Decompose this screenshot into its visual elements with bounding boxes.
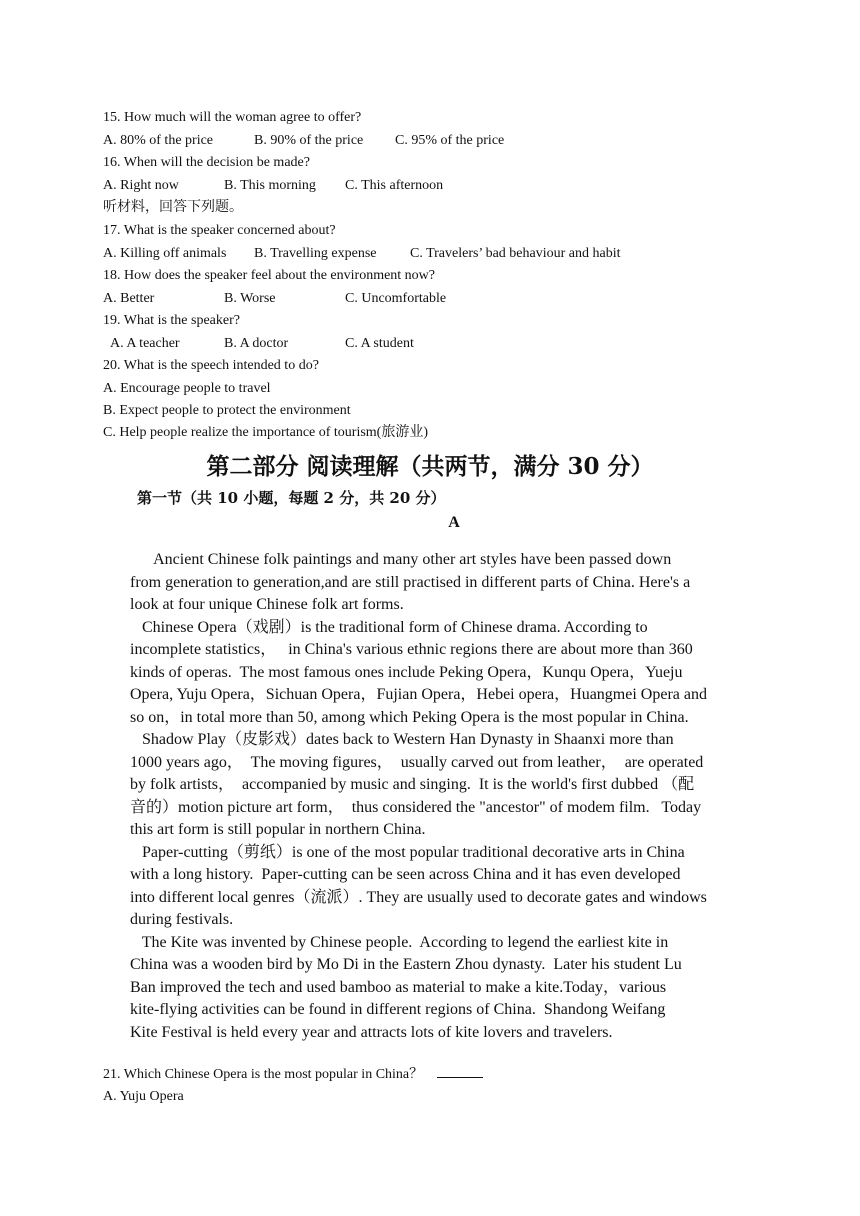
passage-line: 1000 years ago， The moving figures， usually carved out from leather， are operated (130, 754, 704, 771)
passage-line: kinds of operas. The most famous ones include Peking Opera，Kunqu Opera，Yueju (130, 664, 683, 681)
option-20-a: A. Encourage people to travel (103, 381, 271, 396)
question-21 (103, 1065, 483, 1084)
question-21-text: 21. Which Chinese Opera is the most popular in China？ (103, 1067, 424, 1082)
passage-letter: A (448, 514, 460, 531)
part-title: 第二部分 阅读理解（共两节，满分 30 分） (206, 453, 654, 480)
passage-line: this art form is still popular in northern China. (130, 821, 426, 838)
question-15: 15. How much will the woman agree to offer? (103, 110, 362, 125)
question-16: 16. When will the decision be made? (103, 155, 310, 170)
answer-blank (437, 1065, 483, 1078)
passage-line: Opera, Yuju Opera，Sichuan Opera，Fujian Opera，Hebei opera，Huangmei Opera and (130, 686, 707, 703)
option-17-c: C. Travelers’ bad behaviour and habit (410, 246, 621, 261)
passage-line: incomplete statistics， in China's various ethnic regions there are about more than 360 (130, 641, 693, 658)
passage-line: so on，in total more than 50, among which Peking Opera is the most popular in China. (130, 709, 689, 726)
listening-instruction: 听材料，回答下列题。 (103, 200, 243, 215)
option-19-c: C. A student (345, 336, 414, 351)
option-19-a: A. A teacher (110, 336, 180, 351)
option-15-c: C. 95% of the price (395, 133, 505, 148)
option-21-a: A. Yuju Opera (103, 1089, 184, 1104)
question-18: 18. How does the speaker feel about the environment now? (103, 268, 436, 283)
passage-line: Paper-cutting（剪纸）is one of the most popular traditional decorative arts in China (130, 844, 685, 861)
passage-line: Ban improved the tech and used bamboo as material to make a kite.Today，various (130, 979, 667, 996)
passage-line: look at four unique Chinese folk art forms. (130, 596, 404, 613)
option-17-b: B. Travelling expense (254, 246, 377, 261)
passage-line: China was a wooden bird by Mo Di in the Eastern Zhou dynasty. Later his student Lu (130, 956, 682, 973)
option-16-c: C. This afternoon (345, 178, 444, 193)
section-title: 第一节（共 10 小题，每题 2 分，共 20 分） (137, 489, 446, 507)
passage-line: 音的）motion picture art form， thus considered the "ancestor" of modem film. Today (130, 799, 702, 816)
passage-line: by folk artists， accompanied by music and singing. It is the world's first dubbed （配 (130, 776, 695, 793)
option-18-b: B. Worse (224, 291, 276, 306)
passage-line: Shadow Play（皮影戏）dates back to Western Han Dynasty in Shaanxi more than (130, 731, 674, 748)
option-18-a: A. Better (103, 291, 155, 306)
option-19-b: B. A doctor (224, 336, 289, 351)
question-19: 19. What is the speaker? (103, 313, 240, 328)
option-20-b: B. Expect people to protect the environment (103, 403, 351, 418)
passage-line: during festivals. (130, 911, 234, 928)
passage-line: from generation to generation,and are still practised in different parts of China. Here's a (130, 574, 691, 591)
passage-line: Kite Festival is held every year and attracts lots of kite lovers and travelers. (130, 1024, 613, 1041)
option-16-b: B. This morning (224, 178, 316, 193)
passage-line: Chinese Opera（戏剧）is the traditional form of Chinese drama. According to (130, 619, 648, 636)
passage-line: into different local genres（流派）. They are usually used to decorate gates and windows (130, 889, 707, 906)
option-16-a: A. Right now (103, 178, 179, 193)
option-15-a: A. 80% of the price (103, 133, 214, 148)
passage-line: kite-flying activities can be found in different regions of China. Shandong Weifang (130, 1001, 666, 1018)
question-20: 20. What is the speech intended to do? (103, 358, 319, 373)
passage-line: Ancient Chinese folk paintings and many other art styles have been passed down (130, 551, 672, 568)
passage-line: with a long history. Paper-cutting can be seen across China and it has even developed (130, 866, 681, 883)
passage-line: The Kite was invented by Chinese people. According to legend the earliest kite in (130, 934, 669, 951)
option-18-c: C. Uncomfortable (345, 291, 447, 306)
option-20-c: C. Help people realize the importance of tourism(旅游业) (103, 425, 429, 440)
question-17: 17. What is the speaker concerned about? (103, 223, 336, 238)
option-15-b: B. 90% of the price (254, 133, 364, 148)
option-17-a: A. Killing off animals (103, 246, 227, 261)
